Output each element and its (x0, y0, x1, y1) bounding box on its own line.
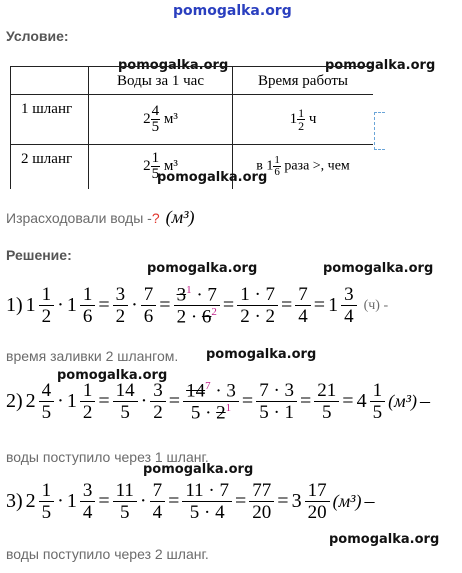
cancelled-digit: 6 (201, 306, 212, 328)
equals-sign: = (159, 294, 171, 317)
fraction-denominator: 5 (120, 502, 130, 523)
fraction-denominator: 4 (298, 306, 308, 328)
equals-sign: = (342, 390, 354, 413)
watermark: pomogalka.org (323, 261, 434, 276)
hose-1-time-cell (233, 95, 374, 145)
mixed-number-whole: 1 (66, 390, 77, 413)
mixed-number-whole: 2 (25, 490, 36, 512)
fraction-numerator: 7 (141, 285, 157, 306)
cancelled-digit: 14 (186, 380, 206, 402)
fraction-denominator: 20 (307, 502, 327, 523)
mixed-number-whole: 1 (66, 490, 77, 512)
fraction-numerator: 1 (274, 154, 280, 167)
fraction-numerator: 4 (39, 381, 55, 402)
digit: 5 (189, 502, 200, 523)
fraction-numerator: 1 (298, 106, 305, 120)
question-mark: ? (151, 209, 160, 226)
digit: 7 (219, 480, 229, 501)
fraction-denominator: 4 (152, 502, 163, 523)
unit-paren: (м³) (332, 491, 362, 511)
fraction-denominator: 2 (115, 306, 126, 328)
fraction-numerator: 1 (39, 481, 55, 502)
cancelled-fraction: $\frac{14^7 \cdot 3}{5 \cdot 2^1}$ (183, 381, 239, 423)
fraction-numerator: 4 (151, 103, 160, 119)
unit: м³ (394, 391, 411, 412)
fraction-denominator: 6 (82, 306, 93, 328)
multiply-dot: · (139, 490, 147, 512)
fraction-numerator: 14 (113, 381, 138, 402)
fraction-numerator: 7 (295, 285, 311, 306)
reduction-mark: 2 (211, 306, 217, 319)
watermark: pomogalka.org (143, 462, 254, 477)
question-unit: (м³) (165, 207, 195, 227)
unit: м³ (338, 491, 356, 511)
row-label-hose-2: 2 шланг (11, 145, 89, 189)
equals-sign: = (168, 390, 181, 413)
unit: м³ (171, 207, 189, 227)
digit: 11 (185, 480, 204, 501)
step-2-caption: воды поступило через 1 шланг. (6, 449, 209, 465)
multiply-dot: · (57, 390, 64, 413)
step-number: 2) (6, 390, 23, 413)
unit-paren: (м³) (388, 391, 417, 412)
fraction-numerator: 1 (151, 150, 160, 167)
fraction-numerator: 1 (80, 285, 96, 306)
fraction-numerator: 1 (80, 381, 96, 402)
multiply-dot: · (57, 490, 64, 512)
fraction-denominator: 2 (298, 119, 305, 133)
dash: – (419, 390, 430, 413)
time-prefix: в 1 (256, 158, 274, 174)
digit: 2 (265, 306, 276, 328)
solution-step-3 (6, 481, 374, 522)
question-text: Израсходовали воды - (6, 209, 152, 226)
fraction-numerator: 21 (314, 381, 339, 402)
fraction-denominator: 2 (41, 306, 52, 328)
fraction-numerator: 3 (113, 285, 129, 306)
fraction-denominator: 4 (344, 306, 354, 328)
fraction-denominator: 5 (190, 402, 201, 424)
multiply-dot: · (140, 390, 148, 413)
fraction-denominator: 2 (82, 402, 93, 424)
fraction-numerator: 1 (39, 285, 55, 306)
equals-sign: = (313, 294, 326, 317)
fraction-denominator: 5 (322, 402, 332, 424)
fraction-denominator: 5 (120, 402, 130, 424)
digit: 1 (240, 284, 250, 306)
fraction-numerator: 3 (341, 285, 357, 306)
unit: (ч) - (363, 297, 389, 313)
fraction-numerator: 1 (370, 381, 386, 402)
multiply-dot: · (57, 294, 64, 317)
mixed-number-whole: 4 (356, 390, 367, 413)
fraction-numerator: 3 (226, 380, 236, 402)
digit: 5 (259, 402, 269, 424)
equals-sign: = (281, 294, 293, 317)
unit: раза >, чем (284, 158, 350, 174)
mixed-number-whole: 1 (328, 294, 339, 317)
mixed-number-whole: 1 (66, 294, 77, 317)
equals-sign: = (98, 490, 110, 512)
watermark: pomogalka.org (118, 58, 229, 73)
equals-sign: = (241, 390, 254, 413)
multiply-dot: · (131, 294, 138, 317)
equals-sign: = (235, 490, 247, 512)
fraction-numerator: 7 · 3 (256, 381, 297, 402)
fraction-denominator: 5 · 1 (259, 402, 295, 424)
fraction-denominator: 5 (151, 166, 160, 183)
digit: 3 (284, 380, 295, 402)
column-header-water: Воды за 1 час (89, 67, 233, 95)
fraction-numerator: 17 (305, 481, 330, 502)
watermark: pomogalka.org (57, 368, 168, 383)
equals-sign: = (222, 294, 235, 317)
step-number: 3) (6, 490, 23, 512)
fraction-denominator: 6 (143, 306, 154, 328)
solution-step-2 (6, 381, 430, 423)
column-header-time: Время работы (233, 67, 374, 95)
mixed-number-whole: 2 (25, 390, 36, 413)
fraction-denominator: 5 · 4 (189, 502, 225, 523)
mixed-number-whole: 1 (25, 294, 36, 317)
step-number: 1) (6, 294, 23, 317)
equals-sign: = (277, 490, 289, 512)
cancelled-digit: 3 (176, 284, 187, 306)
watermark: pomogalka.org (329, 532, 440, 547)
fraction-numerator: 3 (150, 381, 166, 402)
fraction-denominator: 6 (274, 166, 280, 179)
reduction-mark: 7 (205, 380, 211, 392)
digit: 4 (215, 502, 225, 523)
digit: 7 (259, 380, 269, 402)
watermark: pomogalka.org (325, 58, 436, 73)
fraction-denominator: 20 (252, 502, 272, 523)
fraction-numerator: 3 (80, 481, 96, 502)
step-3-caption: воды поступило через 2 шланг. (6, 546, 209, 562)
fraction-denominator: 5 (41, 402, 52, 424)
row-label-hose-1: 1 шланг (11, 95, 89, 145)
equals-sign: = (300, 390, 312, 413)
question-line (6, 207, 195, 228)
fraction-numerator: 1 · 7 (237, 285, 278, 306)
digit: 2 (240, 306, 250, 328)
site-title: pomogalka.org (173, 3, 292, 19)
reduction-mark: 1 (225, 402, 232, 415)
digit: 7 (265, 284, 276, 306)
fraction-denominator: 5 (151, 119, 160, 135)
solution-heading: Решение: (6, 247, 72, 263)
hose-1-water-cell (89, 95, 233, 145)
selection-marker (374, 112, 385, 150)
fraction-numerator: 7 (150, 481, 166, 502)
equals-sign: = (98, 390, 110, 413)
fraction-denominator: 2 (153, 402, 163, 424)
fraction-denominator: 4 (82, 502, 93, 523)
fraction-denominator: 5 (41, 502, 52, 523)
fraction-numerator: 77 (249, 481, 274, 502)
mixed-number-whole: 2 (143, 158, 151, 175)
fraction-numerator: 7 (207, 284, 217, 306)
digit: 1 (284, 402, 295, 424)
watermark: pomogalka.org (206, 347, 317, 362)
solution-step-1 (6, 285, 388, 327)
mixed-number-whole: 2 (143, 110, 151, 127)
unit: м³ (163, 158, 178, 175)
condition-heading: Условие: (6, 28, 69, 44)
fraction-denominator: 2 · 2 (240, 306, 276, 328)
reduction-mark: 1 (186, 284, 192, 296)
unit: ч (308, 110, 317, 127)
equals-sign: = (98, 294, 110, 317)
cancelled-fraction: $\frac{3^1 \cdot 7}{2 \cdot 6^2}$ (174, 285, 220, 327)
unit: м³ (163, 110, 178, 127)
watermark: pomogalka.org (157, 170, 268, 185)
mixed-number-whole: 1 (289, 110, 298, 127)
watermark: pomogalka.org (147, 261, 258, 276)
mixed-number-whole: 3 (291, 490, 302, 512)
fraction-denominator: 2 (176, 306, 187, 328)
cancelled-digit: 2 (216, 402, 226, 424)
step-1-caption: время заливки 2 шлангом. (6, 348, 179, 364)
fraction-numerator: 11 (113, 481, 137, 502)
fraction-denominator: 5 (372, 402, 383, 424)
dash: – (364, 490, 375, 512)
equals-sign: = (168, 490, 180, 512)
fraction-numerator: 11 · 7 (182, 481, 232, 502)
